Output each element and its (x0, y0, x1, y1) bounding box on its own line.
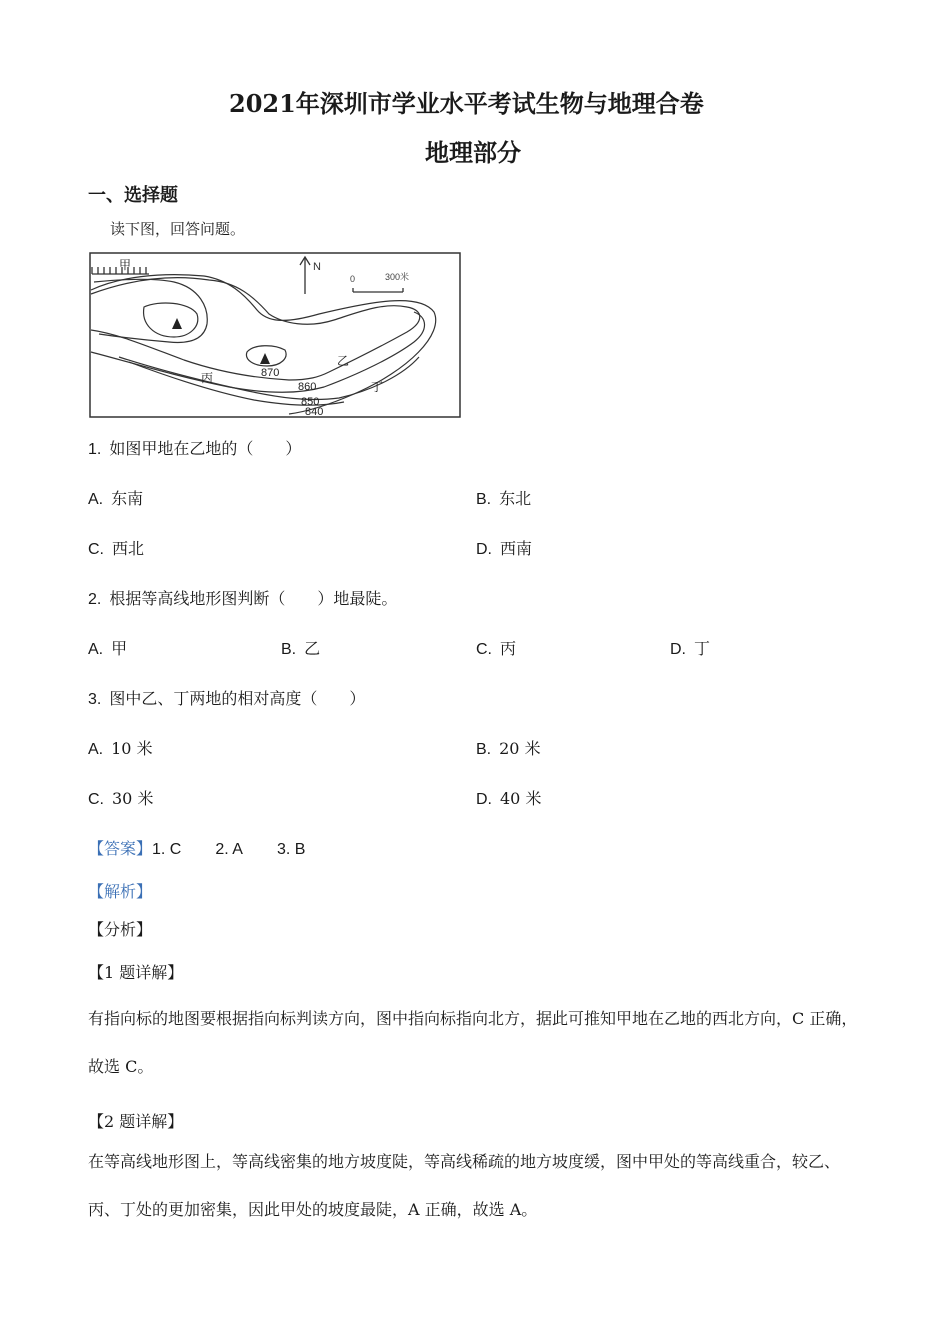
label-bing: 丙 (201, 371, 214, 385)
answer-1: 1. C (152, 841, 182, 858)
section-heading: 一、选择题 (88, 185, 178, 206)
question-stem: 根据等高线地形图判断（ ）地最陡。 (109, 589, 398, 608)
option-1b[interactable]: B. 东北 (476, 489, 532, 508)
question-number: 1. (88, 441, 102, 458)
option-2c[interactable]: C. 丙 (476, 639, 517, 658)
page-title: 2021年深圳市学业水平考试生物与地理合卷 (229, 89, 704, 118)
question-3 (88, 686, 365, 709)
option-1c[interactable]: C. 西北 (88, 539, 145, 558)
q2-detail-text: 在等高线地形图上，等高线密集的地方坡度陡，等高线稀疏的地方坡度缓，图中甲处的等高线重合，较乙、丙、丁处的更加密集，因此甲处的坡度最陡，A 正确，故选 A。 (88, 1152, 841, 1219)
scale-zero: 0 (350, 274, 356, 284)
label-yi: 乙 (337, 354, 350, 368)
section-intro: 读下图，回答问题。 (110, 220, 246, 238)
fenxi-label: 【分析】 (88, 920, 153, 939)
q1-detail-text: 有指向标的地图要根据指向标判读方向，图中指向标指向北方，据此可推知甲地在乙地的西北方向，C 正确，故选 C。 (88, 1009, 858, 1076)
page-subtitle: 地理部分 (425, 138, 521, 167)
answer-label: 【答案】 (88, 839, 153, 858)
contour-label-870: 870 (261, 367, 280, 379)
label-ding: 丁 (371, 380, 384, 394)
answer-3: 3. B (276, 841, 306, 858)
option-2b[interactable]: B. 乙 (281, 639, 321, 658)
option-3c[interactable]: C. 30 米 (88, 789, 154, 808)
scale-distance: 300米 (385, 272, 410, 282)
label-jia: 甲 (119, 258, 132, 272)
answer-2: 2. A (215, 841, 243, 858)
north-label: N (313, 261, 321, 273)
option-3a[interactable]: A. 10 米 (88, 739, 153, 758)
contour-label-840: 840 (305, 406, 324, 418)
analysis-label: 【解析】 (88, 882, 153, 901)
option-1a[interactable]: A. 东南 (88, 489, 144, 508)
option-3d[interactable]: D. 40 米 (476, 789, 542, 808)
question-stem: 图中乙、丁两地的相对高度（ ） (109, 689, 366, 708)
q2-detail-heading: 【2 题详解】 (88, 1112, 184, 1131)
option-2a[interactable]: A. 甲 (88, 639, 128, 658)
question-2 (88, 586, 397, 609)
contour-label-850: 850 (301, 396, 320, 408)
question-number: 2. (88, 591, 102, 608)
option-1d[interactable]: D. 西南 (476, 539, 533, 558)
question-1 (88, 436, 301, 459)
question-number: 3. (88, 691, 102, 708)
question-stem: 如图甲地在乙地的（ ） (109, 439, 302, 458)
answer-line (88, 836, 305, 859)
option-3b[interactable]: B. 20 米 (476, 739, 541, 758)
contour-label-860: 860 (298, 381, 317, 393)
option-2d[interactable]: D. 丁 (670, 639, 711, 658)
contour-map (89, 252, 461, 418)
q1-detail-heading: 【1 题详解】 (88, 963, 184, 982)
